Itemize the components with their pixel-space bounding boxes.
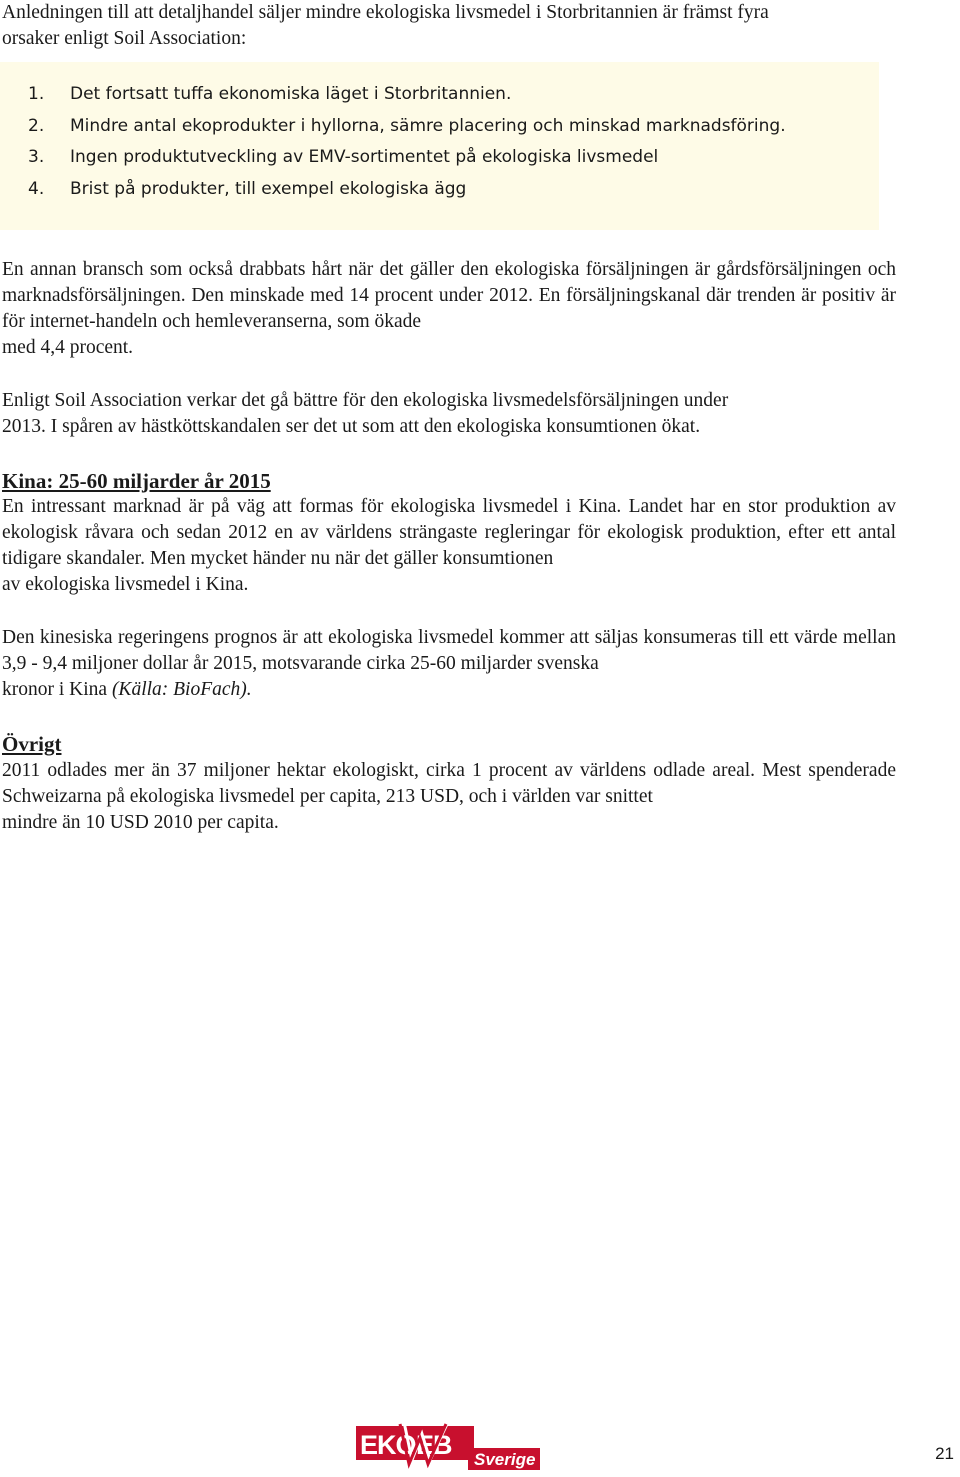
reason-number: 4. [28, 178, 45, 199]
ekoweb-sverige-logo [356, 1422, 542, 1472]
page-number: 21 [935, 1444, 954, 1463]
china-forecast-last-line [2, 677, 896, 703]
reason-item [0, 79, 870, 111]
soil-association-text: Enligt Soil Association verkar det gå bättre för den ekologiska livsmedelsförsäljningen under [2, 390, 729, 411]
reason-item [0, 142, 870, 174]
china-forecast-text-last: kronor i Kina [2, 679, 112, 700]
soil-association-text-last-line: 2013. I spåren av hästköttskandalen ser det ut som att den ekologiska konsumtionen ökat. [2, 416, 701, 437]
reason-item [0, 111, 870, 143]
source-citation: (Källa: BioFach). [111, 679, 252, 700]
logo-main-text: EKO [360, 1430, 416, 1460]
reasons-list [0, 79, 870, 205]
soil-association-paragraph [2, 388, 896, 440]
reason-number: 1. [28, 84, 45, 104]
other-text-last-line: mindre än 10 USD 2010 per capita. [2, 812, 279, 833]
intro-line-1: Anledningen till att detaljhandel säljer mindre ekologiska livsmedel i Storbritannien är främst fyra [2, 2, 769, 23]
reasons-callout-box [0, 62, 879, 230]
china-heading: Kina: 25-60 miljarder år 2015 [2, 469, 271, 493]
other-heading: Övrigt [2, 732, 62, 756]
china-forecast-paragraph [2, 625, 896, 703]
reason-number: 2. [28, 115, 45, 136]
branch-text-last-line: med 4,4 procent. [2, 337, 134, 358]
china-market-text-last-line: av ekologiska livsmedel i Kina. [2, 574, 249, 595]
other-paragraph [2, 758, 896, 836]
other-text: 2011 odlades mer än 37 miljoner hektar ekologiskt, cirka 1 procent av världens odlade areal. Mest spenderade Schweizarna på ekologiska livsmedel per capita, 213 USD, och i världen var snittet [2, 760, 896, 807]
intro-paragraph [2, 0, 902, 52]
branch-text: En annan bransch som också drabbats hårt när det gäller den ekologiska försäljningen är gårdsförsäljningen och marknadsförsäljningen. Den minskade med 14 procent under 2012. En försäljningskanal där trenden är positiv är för internet-handeln och hemleveranserna, som ökade [2, 259, 896, 332]
logo-main-text-end: EB [416, 1430, 452, 1460]
branch-paragraph [2, 257, 896, 361]
reason-text: Mindre antal ekoprodukter i hyllorna, sämre placering och minskad marknadsföring. [70, 115, 786, 136]
china-forecast-text: Den kinesiska regeringens prognos är att ekologiska livsmedel kommer att säljas konsumeras till ett värde mellan 3,9 - 9,4 miljoner dollar år 2015, motsvarande cirka 25-60 miljarder svenska [2, 627, 896, 674]
china-market-text: En intressant marknad är på väg att formas för ekologiska livsmedel i Kina. Landet har en stor produktion av ekologisk råvara och sedan 2012 en av världens strängaste regleringar för ekologisk produktion, efter ett antal tidigare skandaler. Men mycket händer nu när det gäller konsumtionen [2, 496, 896, 569]
reason-number: 3. [28, 147, 45, 167]
logo-sub-text: Sverige [474, 1450, 536, 1469]
reason-text: Det fortsatt tuffa ekonomiska läget i Storbritannien. [70, 84, 512, 104]
reason-item [0, 174, 870, 206]
intro-line-2: orsaker enligt Soil Association: [2, 28, 247, 49]
china-market-paragraph [2, 494, 896, 598]
reason-text: Ingen produktutveckling av EMV-sortimentet på ekologiska livsmedel [70, 147, 659, 167]
reason-text: Brist på produkter, till exempel ekologiska ägg [70, 178, 467, 199]
